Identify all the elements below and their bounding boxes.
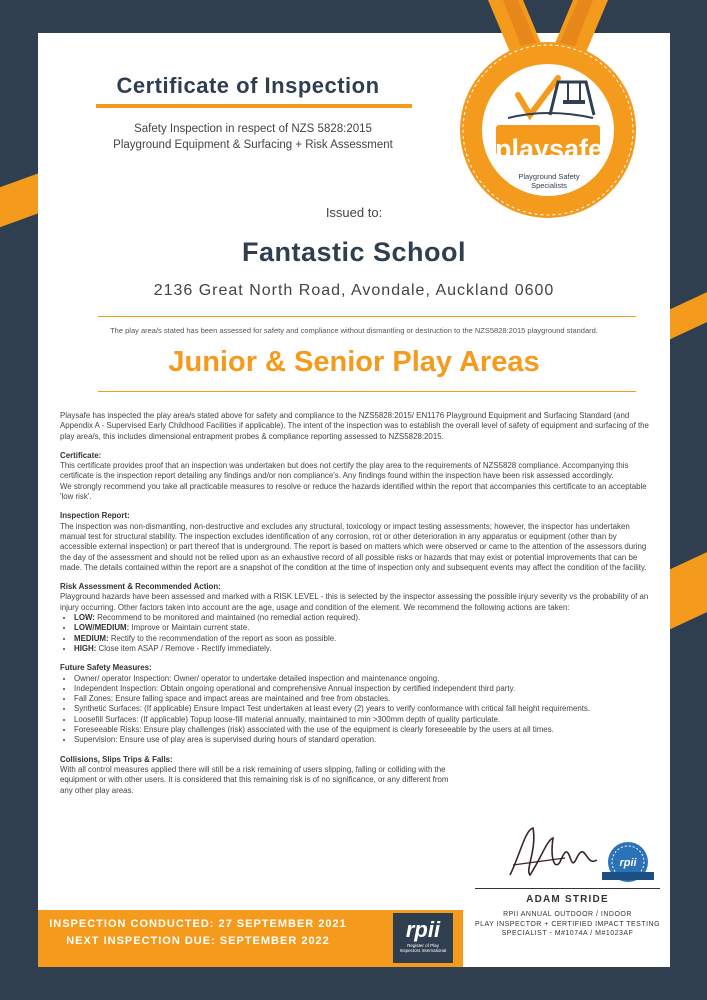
list-item: • Supervision: Ensure use of play area is supervised during hours of standard operation.	[74, 735, 650, 745]
section-heading: Inspection Report:	[60, 511, 130, 521]
signatory-name: ADAM STRIDE	[526, 894, 609, 905]
signatory-title-line: PLAY INSPECTOR + CERTIFIED IMPACT TESTING	[474, 920, 661, 928]
risk-level-list	[60, 613, 650, 654]
section-heading: Future Safety Measures:	[60, 663, 152, 673]
risk-level-text: Improve or Maintain current state.	[129, 623, 250, 633]
list-item: • Foreseeable Risks: Ensure play challenges (risk) associated with the use of the equipment is clearly foreseeable by the users at all times.	[74, 725, 650, 735]
school-address: 2136 Great North Road, Avondale, Auckland 0600	[153, 282, 555, 299]
section-text: This certificate provides proof that an inspection was undertaken but does not certify the play area to the requirements of NZS5828 compliance. Accompanying this certificate is the inspection report detailing any findings and/or non compliance's. Any findings found within the inspection have been risk assessed accordingly.	[60, 461, 629, 481]
certificate-body	[60, 411, 650, 805]
subtitle-line: Playground Equipment & Surfacing + Risk Assessment	[113, 139, 393, 151]
certificate-title: Certificate of Inspection	[116, 73, 380, 98]
next-inspection-date: NEXT INSPECTION DUE: SEPTEMBER 2022	[66, 935, 330, 947]
list-item	[74, 644, 650, 654]
inspection-conducted-date: INSPECTION CONDUCTED: 27 SEPTEMBER 2021	[49, 918, 347, 930]
section-text: We strongly recommend you take all practicable measures to resolve or reduce the hazards identified within the report that accompanies this certificate to an acceptable 'low risk'.	[60, 481, 647, 502]
rpii-logo	[393, 913, 453, 963]
section-text: With all control measures applied there will still be a risk remaining of users slipping, falling or colliding with the equipment or with other users. It is considered that this remaining risk is of no significance, or any different from any other play areas.	[60, 764, 449, 795]
rpii-logo-subtext: Inspectors International	[399, 948, 447, 953]
signature-stroke	[510, 828, 597, 875]
assessment-statement: The play area/s stated has been assessed for safety and compliance without dismantling or destruction to the NZS5828:2015 playground standard.	[110, 326, 598, 335]
section-text: Playground hazards have been assessed and marked with a RISK LEVEL - this is selected by the inspector assessing the possible injury severity vs the probability of an injury occurring. Other factors taken into account are the age, usage and condition of the element. We recommend the following actions are taken:	[60, 592, 649, 612]
list-item: • Synthetic Surfaces: (If applicable) Ensure Impact Test undertaken at least every (2) years to verify conformance with critical fall height requirements.	[74, 704, 650, 714]
list-item	[74, 623, 650, 633]
future-safety-list	[60, 674, 650, 746]
signatory-title-line: SPECIALIST - M#1074A / M#1023AF	[501, 930, 634, 937]
section-heading: Risk Assessment & Recommended Action:	[60, 582, 221, 592]
inspection-report-section	[60, 511, 650, 573]
title-underline	[96, 104, 412, 108]
certificate-section	[60, 451, 650, 502]
section-heading: Collisions, Slips Trips & Falls:	[60, 754, 173, 764]
future-safety-section	[60, 663, 650, 745]
risk-level-label: LOW:	[74, 613, 95, 623]
seal-brand-name: playsafe	[494, 134, 604, 164]
list-item	[74, 634, 650, 644]
section-heading: Certificate:	[60, 450, 102, 460]
swing-seat	[563, 100, 585, 104]
rpii-logo-text: rpii	[405, 917, 441, 942]
collisions-section	[60, 755, 450, 796]
certificate-subtitle	[78, 121, 428, 153]
seal-tagline	[474, 172, 624, 190]
divider	[98, 316, 636, 317]
signatory-title-line: RPII ANNUAL OUTDOOR / INDOOR	[503, 911, 632, 918]
badge-text: rpii	[619, 857, 637, 869]
signature-image	[505, 820, 605, 888]
risk-level-text: Recommend to be monitored and maintained (no remedial action required).	[94, 613, 361, 623]
intro-paragraph: Playsafe has inspected the play area/s stated above for safety and compliance to the NZS5828:2015/ EN1176 Playground Equipment and Surfacing Standard (and Appendix A - Supervised Early Childhood Facilities if applicable). The intent of the inspection was to establish the overall level of safety of equipment and surfacing of the play area/s, this includes dimensional entrapment probes & compliance reporting assessed to NZS5828:2015.	[60, 411, 649, 441]
list-item: • Independent Inspection: Obtain ongoing operational and comprehensive Annual inspection by certified independent third party.	[74, 684, 650, 694]
school-name: Fantastic School	[241, 237, 467, 267]
list-item: • Loosefill Surfaces: (If applicable) Topup loose-fill material annually, maintained to min >300mm depth of quality particulate.	[74, 715, 650, 725]
issued-to-label: Issued to:	[325, 205, 383, 220]
list-item	[74, 613, 650, 623]
signatory-title	[470, 910, 665, 939]
risk-level-text: Rectify to the recommendation of the report as soon as possible.	[108, 633, 337, 643]
divider	[98, 391, 636, 392]
rpii-badge-icon	[600, 838, 656, 888]
risk-section	[60, 582, 650, 654]
list-item: • Owner/ operator Inspection: Owner/ operator to undertake detailed inspection and maintenance ongoing.	[74, 674, 650, 684]
inspection-dates-bar	[38, 910, 463, 967]
rpii-logo-subtext: Register of Play	[407, 943, 439, 948]
risk-level-text: Close item ASAP / Remove - Rectify immediately.	[96, 643, 272, 653]
subtitle-line: Safety Inspection in respect of NZS 5828:2015	[134, 123, 372, 135]
risk-level-label: HIGH:	[74, 643, 97, 653]
tagline-line: Playground Safety	[518, 172, 580, 181]
list-item: • Fall Zones: Ensure falling space and impact areas are maintained and free from obstacles.	[74, 694, 650, 704]
risk-level-label: LOW/MEDIUM:	[74, 623, 130, 633]
tagline-line: Specialists	[531, 181, 567, 190]
play-areas-title: Junior & Senior Play Areas	[168, 346, 540, 378]
risk-level-label: MEDIUM:	[74, 633, 109, 643]
section-text: The inspection was non-dismantling, non-destructive and excludes any structural, toxicology or impact testing assessments; however, the inspector has undertaken manual test for structural stability. The inspection excludes identification of any corrosion, rot or other deterioration in any apparatus or equipment (other than by accessible external inspection) or part thereof that is underground. The report is based on matters which were observed or came to the attention of the assessors during the day of the assessment and should not be relied upon as an exhaustive record of all possible risks or hazards that may exist or potential improvements that can be made. The details contained within the report are a snapshot of the condition at the time of inspection only and subsequent events may affect the condition of the facility.	[60, 521, 647, 572]
signature-line	[475, 888, 660, 889]
